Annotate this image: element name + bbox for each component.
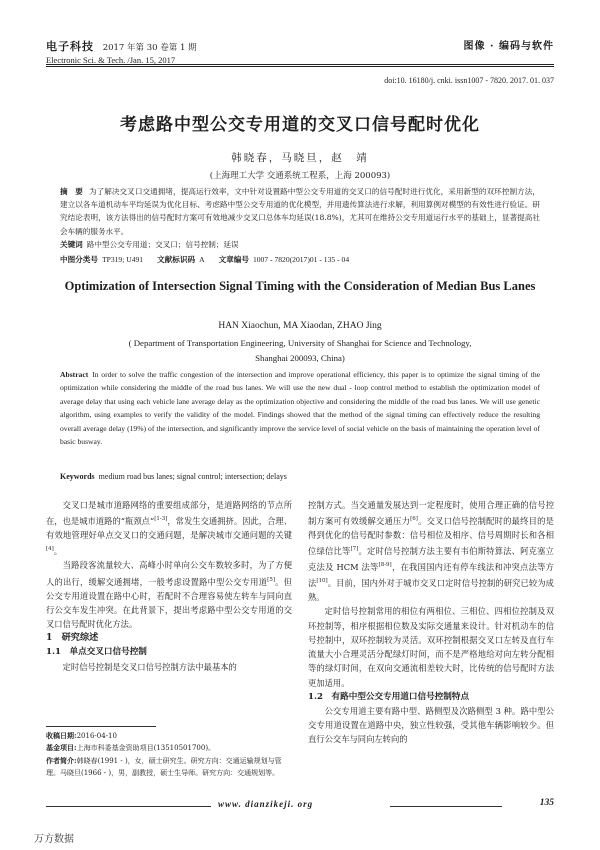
footer-url[interactable]: www. dianzikeji. org xyxy=(218,799,314,809)
abstract-chinese xyxy=(60,185,540,238)
abstract-english-label: Abstract xyxy=(60,370,89,379)
footer-rule-right xyxy=(390,806,502,807)
header-rule xyxy=(46,64,554,65)
fund-label: 基金项目: xyxy=(46,743,77,753)
doc-code-value: A xyxy=(199,255,205,264)
article-no-value: 1007 - 7820(2017)01 - 135 - 04 xyxy=(252,255,350,264)
footer-rule-left xyxy=(46,806,211,807)
footnote xyxy=(46,730,292,780)
header-rule-thin xyxy=(46,66,554,67)
abstract-english xyxy=(60,368,540,448)
author-bio-label: 作者简介: xyxy=(46,755,77,765)
keywords-chinese-text: 路中型公交专用道；交叉口；信号控制；延误 xyxy=(86,240,239,249)
paragraph: 公交专用道主要有路中型、路侧型及次路侧型 3 种。路中型公交专用道设置在道路中央，独立性较强，受其他车辆影响较少。但直行公交车与同向左转向的 xyxy=(308,705,554,745)
article-no-label: 文章编号 xyxy=(218,255,249,264)
page-number: 135 xyxy=(539,798,554,808)
clc-value: TP319; U491 xyxy=(101,255,144,264)
subsection-heading: 1.2 有路中型公交专用道口信号控制特点 xyxy=(308,691,470,702)
classification-line xyxy=(60,254,540,265)
affiliation-english xyxy=(60,336,540,366)
affiliation-english-line2: Shanghai 200093, China) xyxy=(255,353,345,363)
section-heading: 1 研究综述 xyxy=(46,632,99,644)
received-label: 收稿日期: xyxy=(46,731,77,740)
keywords-chinese-label: 关键词 xyxy=(60,240,83,249)
paragraph: 定时信号控制常用的相位有两相位、三相位、四相位控制及双环控制等，相序根据相位数及实际交通量来设计。针对机动车的信号控制中，双环控制较为灵活。双环控制根据交叉口左转及直行车流量大小合理灵活分配绿灯时间，而不是严格地给对向左转分配相等的绿灯时间，在双向交通流相差较大时，比传统的信号配时方法更加适用。 xyxy=(308,606,554,688)
received-date: 2016-04-10 xyxy=(76,732,117,740)
authors-chinese: 韩晓春，马晓旦，赵 靖 xyxy=(231,152,369,164)
keywords-english-label: Keywords xyxy=(60,472,95,481)
affiliation-english-line1: ( Department of Transportation Engineering, University of Shanghai for Science and Technology, xyxy=(128,338,472,348)
clc-label: 中图分类号 xyxy=(60,255,98,264)
authors-english: HAN Xiaochun, MA Xiaodan, ZHAO Jing xyxy=(218,321,382,331)
wanfang-watermark: 万方数据 xyxy=(34,834,74,845)
section-name: 图像 · 编码与软件 xyxy=(463,41,554,52)
paragraph: 控制方式。当交通量发展达到一定程度时，使用合理正确的信号控制方案可有效缓解交通压力[6]。交叉口信号控制配时的最终目的是得到优化的信号配时参数：信号相位及相序、信号周期时长和各相位绿信比等[7]。定时信号控制方法主要有韦伯斯特算法、阿克塞立克法及 HCM 法等[8-9]，在我国国内还有停车线法和冲突点法等方法[10]。目前，国内外对于城市交叉口定时信号控制的研究已较为成熟。 xyxy=(308,500,554,603)
abstract-english-text: In order to solve the traffic congestion of the intersection and improve operational efficiency, this paper is to optimize the signal timing of the optimization while considering the middle of the road bus lanes. We will use the new dual - loop control method to establish the optimization model of average delay that using each vehicle lane average delay as the optimization objective and considering the middle of the road bus lanes. We will use genetic algorithm, using examples to verify the validity of the model. Findings showed that the method of the signal timing can effectively reduce the resulting overall average delay (19%) of the intersection, and significantly improve the service level of social vehicle on the basis of maintaining the operation level of basic busway. xyxy=(60,370,540,447)
keywords-english xyxy=(60,472,540,481)
doi-line: doi:10. 16180/j. cnki. issn1007 - 7820. 2017. 01. 037 xyxy=(384,76,554,85)
paragraph: 交叉口是城市道路网络的重要组成部分，是道路网络的节点所在，也是城市道路的“瓶颈点”[1-3]，常发生交通拥挤。因此，合理、有效地管理好单点交叉口的交通问题，是解决城市交通问题的关键[4]。 xyxy=(46,500,292,557)
paragraph: 当路段客流量较大、高峰小时单向公交车数较多时，为了方便人的出行，缓解交通拥堵，一般考虑设置路中型公交专用道[5]。但公交专用道设置在路中心时，若配时不合理容易使左转车与同向直行公交车发生冲突。在此背景下，提出考虑路中型公交专用道的交叉口信号配时优化方法。 xyxy=(46,560,292,629)
abstract-chinese-label: 摘 要 xyxy=(60,187,83,196)
journal-logo: 电子科技 xyxy=(46,40,94,53)
footnote-rule xyxy=(46,726,156,727)
subsection-heading: 1.1 单点交叉口信号控制 xyxy=(46,647,147,658)
affiliation-chinese: (上海理工大学 交通系统工程系，上海 200093) xyxy=(209,171,391,181)
keywords-english-text: medium road bus lanes; signal control; intersection; delays xyxy=(98,472,287,481)
paragraph: 定时信号控制是交叉口信号控制方法中最基本的 xyxy=(62,661,237,672)
author-bio-text: 韩晓春(1991 - )，女，硕士研究生。研究方向：交通运输规划与管理。马晓旦(1966 - )，男，副教授，硕士生导师。研究方向：交通规划等。 xyxy=(46,756,282,778)
title-chinese: 考虑路中型公交专用道的交叉口信号配时优化 xyxy=(120,115,480,135)
journal-issue: 2017 年第 30 卷第 1 期 xyxy=(102,43,197,53)
doc-code-label: 文献标识码 xyxy=(157,255,196,264)
journal-english-name: Electronic Sci. & Tech. /Jan. 15, 2017 xyxy=(46,54,176,65)
journal-header-right xyxy=(464,40,554,54)
fund-text: 上海市科委基金资助项目(13510501700)。 xyxy=(76,744,216,753)
title-english: Optimization of Intersection Signal Timing with the Consideration of Median Bus Lanes xyxy=(64,279,536,293)
body-column-left xyxy=(46,498,292,674)
body-column-right xyxy=(308,498,554,747)
keywords-chinese xyxy=(60,239,540,250)
journal-header-left xyxy=(46,40,197,66)
abstract-chinese-text: 为了解决交叉口交通拥堵，提高运行效率，文中针对设置路中型公交专用道的交叉口的信号配时进行优化，采用新型的双环控制方法，建立以各车道机动车平均延误为优化目标、考虑路中型公交专用道的优化模型，并用遗传算法进行求解，利用算例对模型的有效性进行验证。研究结论表明，该方法得出的信号配时方案可有效地减少交叉口总体车均延误(18.8%)，尤其可在维持公交专用道运行水平的基础上，显著提高社会车辆的服务水平。 xyxy=(60,187,541,236)
